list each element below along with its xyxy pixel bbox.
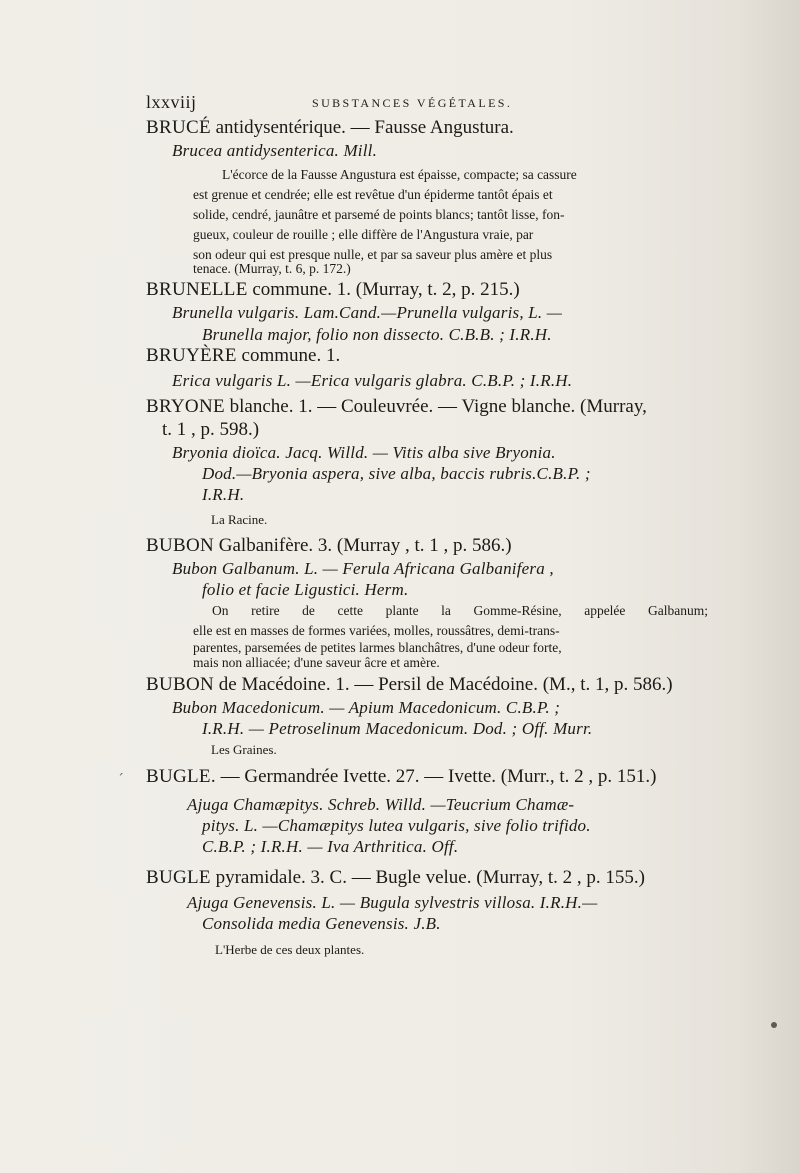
- entry-headword: BRUNELLE: [146, 279, 248, 300]
- entry-headword: BUBON: [146, 674, 215, 695]
- ink-speck: [771, 1022, 777, 1028]
- synonymy-line: Brunella vulgaris. Lam.Cand.—Prunella vulgaris, L. —: [172, 303, 563, 322]
- description-line: mais non alliacée; d'une saveur âcre et amère.: [193, 655, 440, 670]
- running-head: SUBSTANCES VÉGÉTALES.: [312, 96, 513, 110]
- entry-headword: BUGLE: [146, 867, 211, 888]
- entry-title-rest: Galbanifère. 3. (Murray , t. 1 , p. 586.): [214, 535, 512, 556]
- synonymy-line: Ajuga Genevensis. L. — Bugula sylvestris villosa. I.R.H.—: [187, 893, 598, 912]
- part-used: Les Graines.: [211, 742, 277, 757]
- entry-title-rest: — Germandrée Ivette. 27. — Ivette. (Murr., t. 2 , p. 151.): [215, 766, 657, 787]
- entry-title: [146, 767, 656, 786]
- description-line: elle est en masses de formes variées, molles, roussâtres, demi-trans-: [193, 623, 560, 638]
- entry-headword: BUGLE.: [146, 766, 216, 787]
- entry-title-rest: pyramidale. 3. C. — Bugle velue. (Murray, t. 2 , p. 155.): [210, 867, 645, 888]
- margin-mark: ´: [117, 772, 124, 788]
- synonymy-line: C.B.P. ; I.R.H. — Iva Arthritica. Off.: [202, 837, 459, 856]
- synonymy-line: Consolida media Genevensis. J.B.: [202, 914, 441, 933]
- synonymy-line: Dod.—Bryonia aspera, sive alba, baccis rubris.C.B.P. ;: [202, 464, 591, 483]
- entry-title-rest: antidysentérique. — Fausse Angustura.: [210, 117, 514, 138]
- description-line: tenace. (Murray, t. 6, p. 172.): [193, 261, 351, 276]
- entry-title-continuation: t. 1 , p. 598.): [162, 419, 260, 440]
- entry-title: [146, 346, 340, 365]
- description-line: son odeur qui est presque nulle, et par sa saveur plus amère et plus: [193, 247, 553, 262]
- entry-headword: BRYONE: [146, 396, 225, 417]
- description-line: parentes, parsemées de petites larmes blanchâtres, d'une odeur forte,: [193, 640, 562, 655]
- entry-title: [146, 868, 645, 887]
- synonymy-line: I.R.H.: [202, 485, 245, 504]
- entry-title-rest: commune. 1. (Murray, t. 2, p. 215.): [247, 279, 520, 300]
- entry-title-rest: commune. 1.: [236, 345, 341, 366]
- page-header: [146, 92, 546, 112]
- synonymy-line: Brucea antidysenterica. Mill.: [172, 141, 378, 160]
- entry-title: [146, 118, 514, 137]
- entry-headword: BUBON: [146, 535, 215, 556]
- entry-title: [146, 675, 673, 694]
- description-line: est grenue et cendrée; elle est revêtue d'un épiderme tantôt épais et: [193, 187, 553, 202]
- synonymy-line: Brunella major, folio non dissecto. C.B.B. ; I.R.H.: [202, 325, 552, 344]
- folio-number: lxxviij: [146, 92, 197, 112]
- synonymy-line: Ajuga Chamæpitys. Schreb. Willd. —Teucrium Chamæ-: [187, 795, 575, 814]
- synonymy-line: Bubon Galbanum. L. — Ferula Africana Galbanifera ,: [172, 559, 554, 578]
- synonymy-line: pitys. L. —Chamæpitys lutea vulgaris, sive folio trifido.: [202, 816, 591, 835]
- entry-title: [146, 280, 520, 299]
- part-used: La Racine.: [211, 512, 268, 527]
- description-line: On retire de cette plante la Gomme-Résine, appelée Galbanum;: [212, 603, 708, 618]
- entry-title-rest: blanche. 1. — Couleuvrée. — Vigne blanche. (Murray,: [224, 396, 647, 417]
- synonymy-line: folio et facie Ligustici. Herm.: [202, 580, 409, 599]
- synonymy-line: I.R.H. — Petroselinum Macedonicum. Dod. ; Off. Murr.: [202, 719, 593, 738]
- part-used: L'Herbe de ces deux plantes.: [215, 942, 365, 957]
- synonymy-line: Bubon Macedonicum. — Apium Macedonicum. C.B.P. ;: [172, 698, 561, 717]
- entry-title: [146, 536, 512, 555]
- entry-headword: BRUYÈRE: [146, 345, 237, 366]
- entry-title: [146, 397, 647, 416]
- description-line: gueux, couleur de rouille ; elle diffère de l'Angustura vraie, par: [193, 227, 534, 242]
- entry-title-rest: de Macédoine. 1. — Persil de Macédoine. (M., t. 1, p. 586.): [214, 674, 673, 695]
- synonymy-line: Bryonia dioïca. Jacq. Willd. — Vitis alba sive Bryonia.: [172, 443, 556, 462]
- description-line: L'écorce de la Fausse Angustura est épaisse, compacte; sa cassure: [222, 167, 577, 182]
- synonymy-line: Erica vulgaris L. —Erica vulgaris glabra. C.B.P. ; I.R.H.: [172, 371, 573, 390]
- entry-headword: BRUCÉ: [146, 117, 211, 138]
- description-line: solide, cendré, jaunâtre et parsemé de points blancs; tantôt lisse, fon-: [193, 207, 565, 222]
